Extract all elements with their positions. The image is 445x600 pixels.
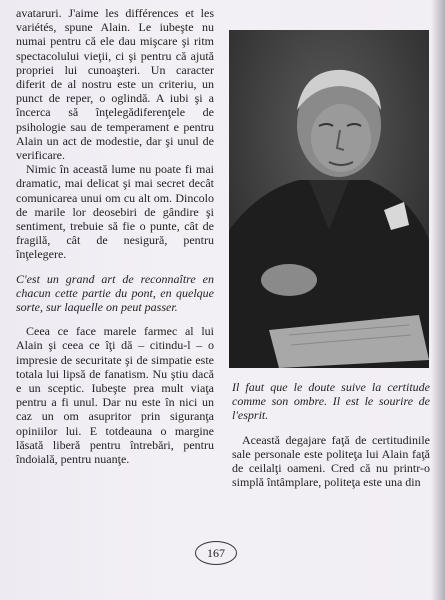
portrait-photo — [229, 30, 429, 368]
quote: C'est un grand art de reconnaître en chacun cette partie du pont, en quelque sorte, sur laquelle on peut passer. — [16, 271, 214, 315]
paragraph: Această degajare faţă de certitudinile sale personale este politeţa lui Alain faţă de ceilalţi oameni. Cred că nu printr-o simplă întâmplare, politeţa este una din — [232, 432, 430, 490]
right-column — [232, 380, 430, 489]
photo-caption: Il faut que le doute suive la certitude comme son ombre. Il est le sourire de l'esprit. — [232, 380, 430, 423]
paragraph: Ceea ce face marele farmec al lui Alain şi ceea ce îţi dă – citindu-l – o impresie de securitate şi de simpatie este totala lui lipsă de fanatism. Nu ştiu dacă e un sceptic. Iubeşte prea mult viaţa pentru a fi unul. Dar nu este în nici un caz un om asupritor prin siguranţa opiniilor lui. E totdeauna o margine lăsată liberă pentru întrebări, pentru îndoială, pentru nuanţe. — [16, 324, 214, 467]
paragraph: avataruri. J'aime les différences et les variétés, spune Alain. Le iubeşte nu numai pentru că ele dau mişcare şi ritm spectacolului vieţii, ci şi pentru că ajută propriei lui cunoaşteri. Un caracter diferit de al nostru este un criteriu, un punct de reper, o oglindă. A iubi şi a încerca să înţelegădiferenţele de psihologie sau de temperament e pentru Alain un act de modestie, dar şi unul de verificare. — [16, 6, 214, 163]
left-column — [16, 6, 214, 466]
page-number: 167 — [195, 541, 237, 565]
paragraph: Nimic în această lume nu poate fi mai dramatic, mai delicat şi mai secret decât comunicarea unui om cu alt om. Dincolo de marile lor deosebiri de gândire şi sentiment, trebuie să fie o punte, cât de fragilă, cât de nesigură, pentru înţelegere. — [16, 162, 214, 262]
